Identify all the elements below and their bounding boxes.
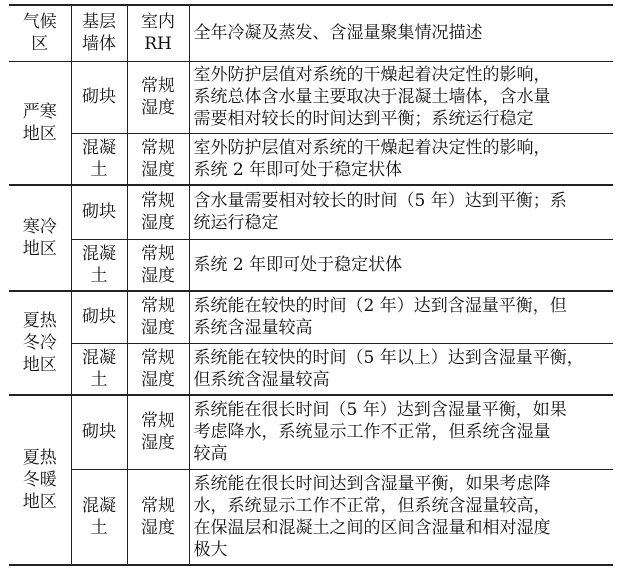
zone-label-line: 地区 bbox=[22, 123, 57, 144]
description-cell bbox=[189, 61, 613, 133]
wall-cell bbox=[71, 61, 127, 133]
wall-cell bbox=[71, 185, 127, 239]
description-line: 但系统含湿量较高 bbox=[193, 369, 330, 390]
description-cell bbox=[189, 395, 613, 469]
table-row bbox=[9, 291, 613, 343]
zone-cell-hot-summer-warm-winter bbox=[9, 395, 71, 565]
rh-label-line: 常规 bbox=[141, 411, 175, 432]
climate-moisture-table bbox=[9, 4, 613, 566]
rh-label-line: 常规 bbox=[141, 191, 175, 212]
zone-label-line: 夏热 bbox=[22, 448, 57, 468]
description-line: 系统能在较快的时间（2 年）达到含湿量平衡，但 bbox=[193, 296, 567, 317]
wall-label: 砌块 bbox=[82, 87, 116, 107]
description-line: 室外防护层值对系统的干燥起着决定性的影响， bbox=[193, 65, 551, 85]
table-row bbox=[9, 239, 613, 291]
header-climate-zone-line2: 区 bbox=[31, 34, 49, 55]
rh-label-line: 常规 bbox=[141, 76, 175, 96]
rh-cell bbox=[127, 469, 189, 565]
wall-cell bbox=[71, 469, 127, 565]
rh-cell bbox=[127, 133, 189, 185]
rh-label-line: 常规 bbox=[141, 137, 175, 158]
rh-label-line: 湿度 bbox=[141, 318, 175, 339]
description-line: 统运行稳定 bbox=[193, 213, 279, 234]
wall-cell bbox=[71, 291, 127, 343]
table-row bbox=[9, 61, 613, 133]
rh-label-line: 湿度 bbox=[141, 98, 175, 118]
zone-cell-severe-cold bbox=[9, 61, 71, 185]
wall-label-line: 土 bbox=[90, 265, 108, 286]
zone-label-line: 地区 bbox=[22, 239, 57, 259]
header-row bbox=[9, 5, 613, 61]
rh-label-line: 湿度 bbox=[141, 517, 175, 538]
rh-label-line: 湿度 bbox=[141, 265, 175, 286]
rh-label-line: 湿度 bbox=[141, 159, 175, 180]
header-climate-zone bbox=[9, 5, 71, 61]
description-cell bbox=[189, 469, 613, 565]
description-line: 室外防护层值对系统的干燥起着决定性的影响， bbox=[193, 137, 551, 158]
rh-cell bbox=[127, 185, 189, 239]
wall-label: 砌块 bbox=[82, 202, 116, 223]
header-base-wall-line2: 墙体 bbox=[82, 34, 116, 55]
zone-label-line: 冬暖 bbox=[22, 470, 57, 490]
description-line: 系统含湿量较高 bbox=[193, 318, 313, 339]
header-base-wall bbox=[71, 5, 127, 61]
zone-cell-hot-summer-cold-winter bbox=[9, 291, 71, 395]
wall-label-line: 混凝 bbox=[82, 495, 116, 516]
rh-label-line: 常规 bbox=[141, 296, 175, 317]
rh-cell bbox=[127, 395, 189, 469]
table-row bbox=[9, 185, 613, 239]
description-line: 水，系统显示工作不正常，但系统含湿量较高， bbox=[193, 495, 551, 516]
wall-label-line: 土 bbox=[90, 159, 108, 180]
description-line: 考虑降水，系统显示工作不正常，但系统含湿量 bbox=[193, 422, 551, 443]
zone-label-line: 寒冷 bbox=[22, 217, 57, 237]
header-indoor-rh-line2: RH bbox=[144, 34, 172, 55]
wall-cell bbox=[71, 343, 127, 395]
header-climate-zone-line1: 气候 bbox=[22, 12, 57, 33]
description-line: 系统 2 年即可处于稳定状体 bbox=[193, 254, 403, 275]
wall-label: 砌块 bbox=[82, 422, 116, 443]
wall-label-line: 土 bbox=[90, 517, 108, 538]
rh-label-line: 湿度 bbox=[141, 433, 175, 454]
description-cell bbox=[189, 239, 613, 291]
wall-cell bbox=[71, 395, 127, 469]
table-row bbox=[9, 469, 613, 565]
description-line: 较高 bbox=[193, 444, 228, 465]
table-row bbox=[9, 133, 613, 185]
description-line: 需要相对较长的时间达到平衡；系统运行稳定 bbox=[193, 109, 534, 129]
rh-label-line: 常规 bbox=[141, 243, 175, 264]
rh-cell bbox=[127, 343, 189, 395]
table-row bbox=[9, 395, 613, 469]
wall-label-line: 土 bbox=[90, 369, 108, 390]
header-description: 全年冷凝及蒸发、含湿量聚集情况描述 bbox=[189, 5, 613, 61]
description-line: 系统总体含水量主要取决于混凝土墙体，含水量 bbox=[193, 87, 551, 107]
rh-cell bbox=[127, 291, 189, 343]
table-row bbox=[9, 343, 613, 395]
wall-label: 砌块 bbox=[82, 307, 116, 328]
description-line: 系统能在很长时间（5 年）达到含湿量平衡，如果 bbox=[193, 400, 567, 421]
wall-cell bbox=[71, 239, 127, 291]
description-line: 极大 bbox=[193, 539, 228, 560]
header-base-wall-line1: 基层 bbox=[82, 12, 116, 33]
description-line: 系统能在较快的时间（5 年以上）达到含湿量平衡， bbox=[193, 347, 584, 368]
description-line: 系统 2 年即可处于稳定状体 bbox=[193, 159, 403, 180]
zone-label-line: 地区 bbox=[22, 492, 57, 512]
wall-label-line: 混凝 bbox=[82, 243, 116, 264]
description-line: 含水量需要相对较长的时间（5 年）达到平衡；系 bbox=[193, 191, 567, 212]
zone-label-line: 地区 bbox=[22, 355, 57, 375]
description-cell bbox=[189, 185, 613, 239]
zone-cell-cold bbox=[9, 185, 71, 291]
description-cell bbox=[189, 343, 613, 395]
rh-cell bbox=[127, 61, 189, 133]
rh-label-line: 湿度 bbox=[141, 213, 175, 234]
rh-cell bbox=[127, 239, 189, 291]
zone-label-line: 冬冷 bbox=[22, 333, 57, 353]
description-cell bbox=[189, 291, 613, 343]
wall-label-line: 混凝 bbox=[82, 347, 116, 368]
header-indoor-rh bbox=[127, 5, 189, 61]
zone-label-line: 严寒 bbox=[22, 101, 57, 122]
rh-label-line: 常规 bbox=[141, 495, 175, 516]
description-line: 在保温层和混凝土之间的区间含湿量和相对湿度 bbox=[193, 517, 551, 538]
header-indoor-rh-line1: 室内 bbox=[141, 12, 175, 33]
rh-label-line: 湿度 bbox=[141, 369, 175, 390]
wall-label-line: 混凝 bbox=[82, 137, 116, 158]
wall-cell bbox=[71, 133, 127, 185]
zone-label-line: 夏热 bbox=[22, 311, 57, 331]
rh-label-line: 常规 bbox=[141, 347, 175, 368]
description-line: 系统能在很长时间达到含湿量平衡，如果考虑降 bbox=[193, 473, 551, 494]
description-cell bbox=[189, 133, 613, 185]
